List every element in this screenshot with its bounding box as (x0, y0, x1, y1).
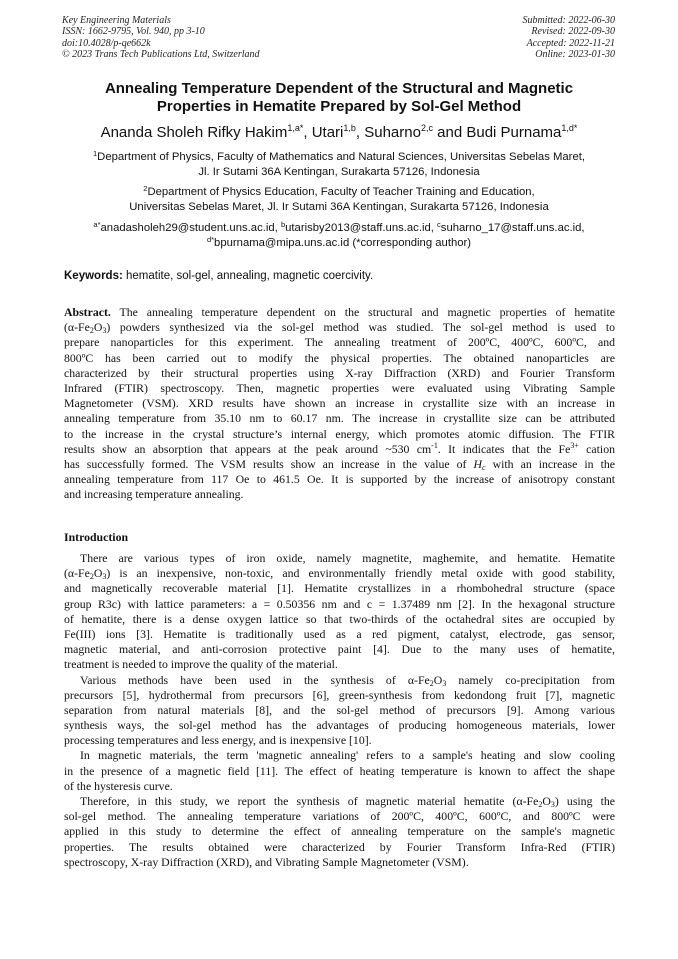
affiliation-sup: 2 (143, 184, 148, 193)
keywords-label: Keywords: (64, 270, 123, 282)
author-sep: , (303, 124, 312, 141)
introduction-body (64, 551, 615, 870)
intro-line: There are various types of iron oxide, namely magnetite, maghemite, and hematite. Hematite (80, 551, 615, 565)
affiliation-line: Department of Physics Education, Faculty of Teacher Training and Education, (147, 186, 535, 198)
abstract-line: to the increase in the crystal structure’s internal energy, which promotes atomic diffusion. The FTIR (64, 426, 615, 441)
author-sup: 2,c (420, 123, 433, 133)
abstract-line: Infrared (FTIR) spectroscopy. Then, magnetic properties were evaluated using Vibrating Sample (64, 380, 615, 395)
intro-line: and magnetically recoverable material [1]. Hematite crystallizes in a rhombohedral structure (space (64, 581, 615, 596)
author-list (30, 124, 648, 142)
title-line: Annealing Temperature Dependent of the Structural and Magnetic (104, 80, 574, 97)
affiliation-line: Universitas Sebelas Maret, Jl. Ir Sutami 36A Kentingan, Surakarta 57126, Indonesia (129, 200, 549, 213)
author-sep: , (355, 124, 365, 141)
intro-line: Fe(III) ions [3]. Hematite is traditionally used as a red pigment, catalyst, electrode, gas sensor, (64, 626, 615, 641)
keywords (64, 270, 373, 282)
author-name: Ananda Sholeh Rifky Hakim (100, 124, 288, 141)
email-sup: d* (206, 234, 215, 244)
abstract-line: has successfully formed. The VSM results show an increase in the value of $H_c$ with an increase in the (64, 456, 615, 472)
abstract-line: annealing temperature from 117 Oe to 461.5 Oe. It is supported by the increase of anisotropy constant (64, 472, 615, 487)
intro-line: of hematite, there is a dense oxygen lattice so that two-thirds of the octahedral sites are occupied by (64, 611, 615, 626)
author-name: Budi Purnama (466, 124, 562, 141)
intro-line: synthesis ways, the sol-gel method has the advantages of producing homogeneous materials, lower (64, 718, 615, 733)
author-name: Utari (311, 124, 344, 141)
intro-line: separation from natural materials [8], and the sol-gel method of precursors [9]. Among various (64, 702, 615, 717)
paper-title (40, 80, 638, 116)
intro-line: group R3c) with lattice parameters: a = 0.50356 nm and c = 1.37489 nm [2]. In the hexagonal structure (64, 596, 615, 611)
journal-doi: doi:10.4028/p-qe662k (62, 37, 151, 49)
email-sup: b (280, 220, 286, 229)
intro-line: processing temperatures and less energy, and is inexpensive [10]. (64, 733, 372, 748)
abstract-line: $(\alpha-Fe_2O_3)$ powders synthesized via the sol-gel method was studied. The sol-gel method is used to (64, 320, 615, 336)
email-link[interactable]: bpurnama@mipa.uns.ac.id (*corresponding author) (214, 236, 472, 249)
abstract-label: Abstract. (64, 305, 111, 319)
intro-line: sol-gel method. The annealing temperature variations of 200ºC, 400ºC, 600ºC, and 800ºC were (64, 809, 615, 824)
intro-line: precursors [5], hydrothermal from precursors [6], green-synthesis from kedondong fruit [7], magnetic (64, 687, 615, 702)
author-sup: 1,b (343, 123, 356, 133)
section-heading: Introduction (64, 530, 129, 544)
date-accepted: Accepted: 2022-11-21 (526, 37, 615, 49)
author-sup: 1,a* (287, 123, 304, 133)
intro-line: Therefore, in this study, we report the synthesis of magnetic material hematite $(\alpha-Fe_2O_3)$ using the (80, 794, 615, 810)
keywords-text: hematite, sol-gel, annealing, magnetic coercivity. (122, 270, 374, 282)
author-name: Suharno (364, 124, 421, 141)
author-emails (40, 221, 638, 250)
author-sup: 1,d* (561, 123, 578, 133)
email-sup: a* (93, 220, 101, 229)
intro-line: In magnetic materials, the term 'magnetic annealing' refers to a sample's heating and slow cooling (80, 748, 615, 763)
email-link[interactable]: utarisby2013@staff.uns.ac.id, (285, 222, 434, 234)
abstract-line: annealing temperature from 35.10 nm to 60.17 nm. The increase in crystallite size can be attributed (64, 411, 615, 426)
email-link[interactable]: suharno_17@staff.uns.ac.id, (440, 222, 585, 234)
journal-copyright: © 2023 Trans Tech Publications Ltd, Switzerland (62, 48, 260, 60)
abstract-line: Abstract. The annealing temperature dependent on the structural and magnetic properties of hematite (64, 305, 615, 319)
intro-line: Various methods have been used in the synthesis of $\alpha-Fe_2O_3$ namely co-precipitation from (80, 672, 615, 688)
intro-line: magnetic material, and anti-corrosion protective paint [4]. Due to the many uses of hematite, (64, 642, 615, 657)
affiliation-line: Jl. Ir Sutami 36A Kentingan, Surakarta 57126, Indonesia (198, 165, 480, 178)
abstract-line: and increasing temperature annealing. (64, 487, 244, 502)
intro-line: in the presence of a magnetic field [11]. The effect of heating temperature is known to affect the shape (64, 763, 615, 778)
abstract-line: results show an absorption that appears at the peak around ~530 $cm^{-1}$. It indicates that the $Fe^{3+}$ cation (64, 441, 615, 456)
email-sup: c (437, 220, 441, 229)
intro-line: of the hysteresis curve. (64, 778, 173, 793)
journal-info (62, 15, 260, 60)
abstract-line: characterized by their structural properties using X-ray Diffraction (XRD) and Fourier Transform (64, 365, 615, 380)
date-submitted: Submitted: 2022-06-30 (522, 15, 615, 26)
affiliation-sup: 1 (92, 149, 98, 158)
abstract-line: Magnetometer (VSM). XRD results have shown an increase in crystallite size with an increase in (64, 396, 615, 411)
abstract-line: prepare nanoparticles for this experiment. The annealing treatment of 200ºC, 400ºC, 600ºC, and (64, 335, 615, 350)
date-revised: Revised: 2022-09-30 (531, 26, 615, 38)
intro-line: treatment is needed to improve the quality of the material. (64, 657, 338, 672)
title-line: Properties in Hematite Prepared by Sol-Gel Method (156, 98, 522, 115)
abstract (64, 305, 615, 502)
email-link[interactable]: anadasholeh29@student.uns.ac.id, (100, 222, 278, 234)
publication-dates (523, 15, 616, 60)
journal-issn: ISSN: 1662-9795, Vol. 940, pp 3-10 (62, 26, 205, 38)
affiliation-2 (40, 185, 638, 214)
intro-line: spectroscopy, X-ray Diffraction (XRD), and Vibrating Sample Magnetometer (VSM). (64, 854, 469, 869)
journal-name: Key Engineering Materials (62, 15, 171, 26)
date-online: Online: 2023-01-30 (535, 48, 615, 60)
intro-line: applied in this study to determine the effect of annealing temperature on the sample's magnetic (64, 824, 615, 839)
intro-line: $(\alpha-Fe_2O_3)$ is an inexpensive, non-toxic, and environmentally friendly metal oxide with good stability, (64, 566, 615, 582)
affiliation-line: Department of Physics, Faculty of Mathematics and Natural Sciences, Universitas Sebelas Maret, (97, 151, 586, 163)
affiliation-1 (40, 150, 638, 179)
author-sep: and (432, 124, 467, 141)
abstract-line: 800ºC has been carried out to modify the physical properties. The obtained nanoparticles are (64, 350, 615, 365)
intro-line: properties. The results obtained were characterized by Fourier Transform Infra-Red (FTIR) (64, 839, 615, 854)
